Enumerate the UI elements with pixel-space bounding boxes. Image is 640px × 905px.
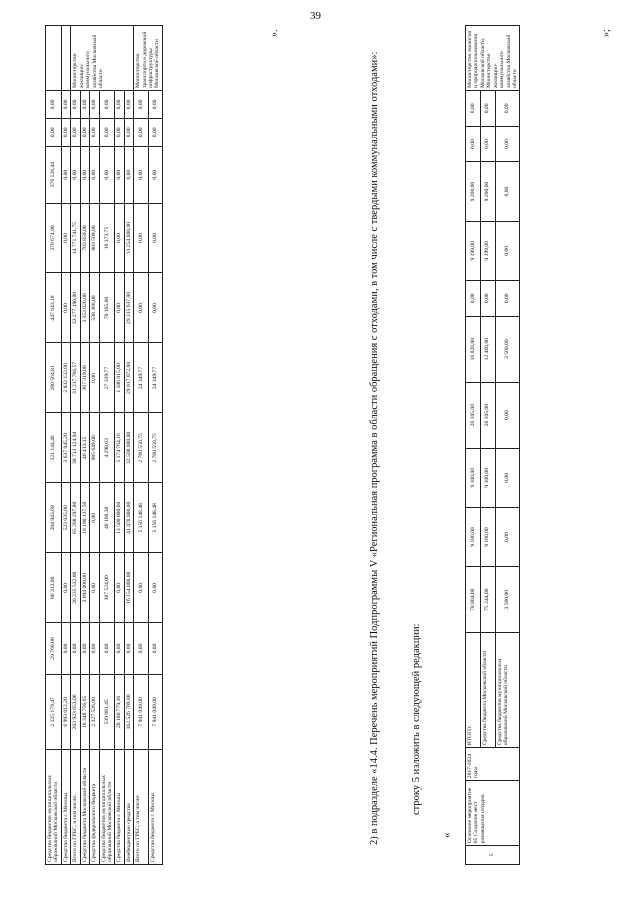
table-row [90, 26, 99, 865]
row-label: Средства бюджета Московской области [80, 750, 89, 865]
measure-name: Основное мероприятие 05 Создание мест размещения отходов [466, 781, 520, 846]
period: 2017-2024 годы [466, 748, 520, 781]
table-cell-value: 0,00 [115, 273, 124, 343]
table-cell-value: 0,00 [148, 203, 162, 273]
row-label: Средства бюджета г. Москвы [148, 750, 162, 865]
table-cell-value: 78 804,00 [466, 567, 481, 633]
table-cell-value: 0,00 [148, 91, 162, 119]
closing-quote-2: »; [601, 29, 612, 37]
responsible-executor: Министерство экологии и природопользования Московской области, Министерство жилищно-коммунального хозяйства Московской области [466, 26, 520, 91]
table-cell-value: 0,00 [148, 146, 162, 203]
table-cell-value: 0,00 [134, 146, 148, 203]
opening-quote: « [441, 832, 453, 838]
table-cell-value: 86 313,00 [46, 553, 62, 623]
table-row [124, 26, 133, 865]
table-cell-value: 985 649,00 [90, 413, 99, 483]
table-cell-value: 12 460,00 [480, 316, 495, 382]
table-cell-value: 20 180 779,16 [115, 674, 124, 749]
table-cell-value: 38 713 124,94 [71, 413, 80, 483]
table-cell-value: 0,00 [466, 91, 481, 127]
table-cell-value: 13 254 000,00 [124, 203, 133, 273]
table-cell-value: 0,00 [90, 91, 99, 119]
table-cell-value: 7 941 049,00 [148, 674, 162, 749]
table-row [495, 26, 520, 865]
row-label: Внебюджетные средства [124, 750, 133, 865]
table-cell-value: 0,00 [148, 273, 162, 343]
table-cell-value: 14 771 741,75 [71, 203, 80, 273]
table-cell-value: 0,00 [466, 280, 481, 316]
table-cell-value: 0,00 [80, 146, 89, 203]
closing-quote: ». [269, 29, 280, 37]
row-label: Средства бюджетов муниципальных образований Московской области [495, 633, 520, 748]
table-cell-value: 40 413,15 [80, 413, 89, 483]
table-cell-value: 9 100,00 [480, 448, 495, 507]
row-label: Всего по ГРБС, в том числе: [134, 750, 148, 865]
table-row [480, 26, 495, 865]
row-number: 5 [466, 846, 520, 865]
row-label: Средства бюджетов муниципальных образований Московской области [46, 750, 62, 865]
table-cell-value: 0,00 [61, 91, 70, 119]
row-label: Средства бюджетов муниципальных образований Московской области [99, 750, 115, 865]
table-cell-value: 0,00 [61, 203, 70, 273]
table-cell-value: 0,00 [495, 448, 520, 507]
table-cell-value: 0,00 [115, 118, 124, 146]
table-cell-value: 204 943,68 [46, 483, 62, 553]
table-cell-value: 0,00 [90, 118, 99, 146]
table-cell-value: 387 524,00 [99, 553, 115, 623]
row-label: Средства бюджета г. Москвы [61, 750, 70, 865]
table-cell-value: 0,00 [134, 273, 148, 343]
amendment-instruction: строку 5 изложить в следующей редакции: [411, 623, 422, 815]
table-cell-value: 0,00 [124, 91, 133, 119]
table-cell-value: 9 200,00 [480, 162, 495, 221]
table-cell-value: 203 923 653,06 [71, 674, 80, 749]
table-cell-value: 0,00 [61, 273, 70, 343]
table-cell-value: 20 235 532,00 [71, 553, 80, 623]
table-cell-value: 0,00 [80, 118, 89, 146]
table-cell-value: 18 348 756,65 [80, 674, 89, 749]
table-cell-value: 0,00 [134, 91, 148, 119]
table-cell-value: 0,00 [71, 146, 80, 203]
table-cell-value: 9 180,00 [480, 507, 495, 566]
table-cell-value: 0,00 [495, 221, 520, 280]
table-cell-value: 9 199,00 [466, 221, 481, 280]
table-cell-value: 0,00 [61, 553, 70, 623]
table-cell-value: 0,00 [80, 623, 89, 675]
table-cell-value: 0,00 [46, 118, 62, 146]
table-cell-value: 0,00 [466, 126, 481, 162]
table-row [46, 26, 62, 865]
table-row [99, 26, 115, 865]
table-cell-value: 3 560,00 [495, 567, 520, 633]
table-cell-value: 0,00 [99, 146, 115, 203]
table-cell-value: 24 349,77 [148, 343, 162, 413]
table-cell-value: 367 319,00 [80, 343, 89, 413]
table-cell-value: 0,00 [148, 623, 162, 675]
table-cell-value: 3 353 020,00 [80, 273, 89, 343]
table-cell-value: 0,00 [61, 146, 70, 203]
row-label: Средства бюджета Московской области [480, 633, 495, 748]
table-cell-value: 33 277 190,00 [71, 273, 80, 343]
funding-table-top [45, 25, 163, 865]
table-cell-value: 378 674,90 [46, 203, 62, 273]
table-cell-value: 0,00 [115, 203, 124, 273]
table-cell-value: 29 768,00 [46, 623, 62, 675]
table-cell-value: 0,00 [495, 162, 520, 221]
table-cell-value: 0,00 [480, 126, 495, 162]
table-cell-value: 4 298,63 [99, 413, 115, 483]
table-cell-value: 0,00 [134, 553, 148, 623]
table-cell-value: 0,00 [115, 91, 124, 119]
table-row [61, 26, 70, 865]
table-cell-value: 1 506 015,00 [115, 343, 124, 413]
table-cell-value: 29 315 637,00 [124, 273, 133, 343]
table-cell-value: 0,00 [495, 382, 520, 448]
table-cell-value: 13 500 000,00 [115, 483, 124, 553]
table-cell-value: 24 349,77 [134, 343, 148, 413]
table-cell-value: 0,00 [90, 623, 99, 675]
table-cell-value: 0,00 [99, 91, 115, 119]
table-cell-value: 0,00 [134, 623, 148, 675]
table-cell-value: 0,00 [148, 118, 162, 146]
table-cell-value: 0,00 [90, 553, 99, 623]
table-cell-value: 2 125 179,47 [46, 674, 62, 749]
table-cell-value: 0,00 [495, 280, 520, 316]
table-cell-value: 0,00 [61, 118, 70, 146]
table-row [466, 26, 481, 865]
row-label: Средства бюджета г. Москвы [115, 750, 124, 865]
table-cell-value: 10 190 137,50 [80, 483, 89, 553]
table-cell-value: 0,00 [134, 118, 148, 146]
table-cell-value: 16 154 000,00 [124, 553, 133, 623]
table-row [115, 26, 124, 865]
responsible-executor: Министерство жилищно-коммунального хозяйства Московской области [71, 26, 134, 91]
table-cell-value: 70 165,00 [99, 273, 115, 343]
table-cell-value: 0,00 [90, 343, 99, 413]
table-cell-value: 5 174 764,16 [115, 413, 124, 483]
table-cell-value: 0,00 [99, 118, 115, 146]
table-cell-value: 0,00 [90, 483, 99, 553]
table-cell-value: 32 508 000,00 [124, 413, 133, 483]
table-cell-value: 0,00 [99, 623, 115, 675]
table-cell-value: 0,00 [61, 623, 70, 675]
table-cell-value: 0,00 [495, 91, 520, 127]
table-cell-value: 0,00 [124, 118, 133, 146]
row-label: ИТОГО: [466, 633, 481, 748]
table-cell-value: 0,00 [71, 91, 80, 119]
table-cell-value: 162 526 709,80 [124, 674, 133, 749]
table-cell-value: 10 373,75 [99, 203, 115, 273]
table-row [80, 26, 89, 865]
table-cell-value: 2 327 526,00 [90, 674, 99, 749]
table-cell-value: 27 339,77 [99, 343, 115, 413]
funding-table-bottom [465, 25, 520, 865]
amendment-paragraph: 2) в подразделе «14.4. Перечень мероприятий Подпрограммы V «Региональная программа в области обращения с отходами, в том числе с твердыми коммунальными отходами»: [369, 51, 380, 845]
table-cell-value: 2 832 132,00 [61, 343, 70, 413]
table-cell-value: 0,00 [134, 203, 148, 273]
table-cell-value: 3 694 008,00 [80, 553, 89, 623]
table-row [148, 26, 162, 865]
responsible-cell [46, 26, 62, 91]
table-cell-value: 0,00 [124, 146, 133, 203]
table-cell-value: 0,00 [148, 553, 162, 623]
table-cell-value: 9 180,00 [466, 507, 481, 566]
table-cell-value: 2 760 550,75 [148, 413, 162, 483]
table-cell-value: 3 637 845,20 [61, 413, 70, 483]
table-cell-value: 0,00 [480, 280, 495, 316]
table-cell-value: 0,00 [495, 507, 520, 566]
table-cell-value: 26 105,00 [466, 382, 481, 448]
table-cell-value: 0,00 [480, 91, 495, 127]
table-cell-value: 3 560,00 [495, 316, 520, 382]
table-cell-value: 523 035,00 [61, 483, 70, 553]
table-cell-value: 703 859,00 [80, 203, 89, 273]
table-cell-value: 6 993 012,20 [61, 674, 70, 749]
table-cell-value: 41 478 000,00 [124, 483, 133, 553]
table-cell-value: 0,00 [115, 553, 124, 623]
table-cell-value: 40 160,30 [99, 483, 115, 553]
row-label: Средства федерального бюджета [90, 750, 99, 865]
table-cell-value: 9 100,00 [466, 448, 481, 507]
table-cell-value: 447 643,18 [46, 273, 62, 343]
table-cell-value: 0,00 [124, 623, 133, 675]
page-number: 39 [310, 10, 321, 22]
table-cell-value: 2 760 550,75 [134, 413, 148, 483]
table-cell-value: 5 156 148,48 [134, 483, 148, 553]
table-cell-value: 7 941 049,00 [134, 674, 148, 749]
table-cell-value: 16 020,00 [466, 316, 481, 382]
table-cell-value: 5 156 148,48 [148, 483, 162, 553]
table-row [134, 26, 148, 865]
table-row [71, 26, 80, 865]
table-cell-value: 0,00 [90, 146, 99, 203]
table-cell-value: 321 144,46 [46, 413, 62, 483]
table-cell-value: 0,00 [80, 91, 89, 119]
table-cell-value: 803 509,00 [90, 203, 99, 273]
table-cell-value: 0,00 [495, 126, 520, 162]
table-cell-value: 29 817 072,80 [124, 343, 133, 413]
table-cell-value: 31 217 766,57 [71, 343, 80, 413]
table-cell-value: 0,00 [115, 623, 124, 675]
table-cell-value: 9 199,00 [480, 221, 495, 280]
responsible-cell [61, 26, 70, 91]
table-cell-value: 26 105,00 [480, 382, 495, 448]
table-cell-value: 65 208 297,80 [71, 483, 80, 553]
table-cell-value: 9 200,00 [466, 162, 481, 221]
table-cell-value: 75 244,00 [480, 567, 495, 633]
table-cell-value: 376 128,44 [46, 146, 62, 203]
table-cell-value: 0,00 [71, 623, 80, 675]
table-cell-value: 0,00 [46, 91, 62, 119]
table-cell-value: 0,00 [115, 146, 124, 203]
table-cell-value: 0,00 [71, 118, 80, 146]
row-label: Всего по ГРБС, в том числе: [71, 750, 80, 865]
table-cell-value: 538 368,00 [90, 273, 99, 343]
table-cell-value: 539 881,45 [99, 674, 115, 749]
responsible-executor: Министерство транспорта и дорожной инфраструктуры Московской области [134, 26, 163, 91]
table-cell-value: 280 564,81 [46, 343, 62, 413]
